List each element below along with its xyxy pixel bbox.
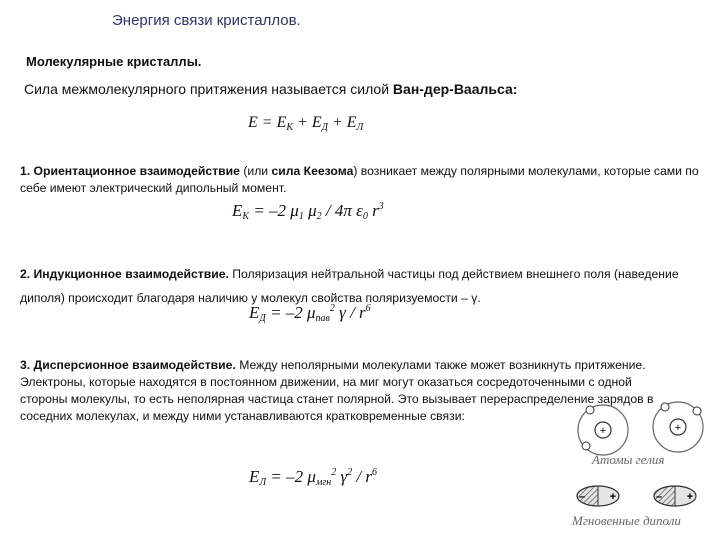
electron bbox=[693, 407, 701, 415]
formula-subscript: Д bbox=[259, 313, 266, 324]
section-heading: 3. Дисперсионное взаимодействие. bbox=[20, 358, 236, 372]
formula-subscript: пав bbox=[315, 313, 330, 324]
dipole-minus: – bbox=[578, 491, 586, 503]
electron bbox=[661, 403, 669, 411]
formula-part: μ bbox=[303, 201, 317, 220]
section-heading: 2. Индукционное взаимодействие. bbox=[20, 267, 229, 281]
formula-part: r bbox=[367, 201, 379, 220]
nucleus-plus: + bbox=[674, 422, 682, 434]
formula-subscript: Л bbox=[356, 122, 364, 133]
formula-subscript: K bbox=[286, 122, 294, 133]
dipole-plus: + bbox=[686, 491, 694, 503]
formula-superscript: 2 bbox=[347, 467, 353, 478]
formula-superscript: 2 bbox=[331, 467, 337, 478]
formula-part: = –2 μ bbox=[249, 201, 299, 220]
formula-subscript: 0 bbox=[362, 211, 368, 222]
nucleus-plus: + bbox=[599, 425, 607, 437]
formula-part: = –2 μ bbox=[266, 467, 316, 486]
intro-plain: Сила межмолекулярного притяжения называется силой bbox=[24, 81, 393, 97]
formula-subscript: 1 bbox=[298, 211, 304, 222]
formula-part: E bbox=[232, 201, 243, 220]
formula-part: = –2 μ bbox=[265, 303, 316, 322]
dipole-plus: + bbox=[609, 491, 617, 503]
helium-atom-left bbox=[578, 405, 628, 455]
formula-subscript: Д bbox=[321, 122, 328, 133]
formula-subscript: K bbox=[242, 211, 250, 222]
dipole-minus: – bbox=[655, 491, 663, 503]
section-text: (или bbox=[239, 164, 272, 178]
helium-atom-right bbox=[653, 402, 703, 452]
formula-part: E bbox=[249, 303, 260, 322]
formula-subscript: Л bbox=[259, 477, 267, 488]
formula-part: E bbox=[249, 467, 260, 486]
instant-dipole-right bbox=[654, 486, 696, 506]
section-text: ) возникает между полярными молекулами, которые сами по себе имеют электрический дипольный момент. bbox=[20, 164, 699, 195]
formula-part: + E bbox=[327, 114, 357, 131]
electron bbox=[582, 442, 590, 450]
section-text: Поляризация нейтральной частицы под действием внешнего поля (наведение диполя) происходит благодаря наличию у молекул свойства поляризуемости – γ. bbox=[20, 267, 679, 305]
formula-subscript: 2 bbox=[316, 211, 322, 222]
formula-superscript: 6 bbox=[371, 467, 377, 478]
caption-helium-atoms: Атомы гелия bbox=[592, 452, 665, 467]
section-subtitle: Молекулярные кристаллы. bbox=[26, 54, 202, 69]
formula-part: γ bbox=[336, 467, 348, 486]
formula-superscript: 3 bbox=[378, 201, 384, 212]
instant-dipole-left bbox=[577, 486, 619, 506]
formula-part: E = E bbox=[248, 114, 287, 131]
section-bold-term: сила Кеезома bbox=[271, 164, 354, 178]
formula-superscript: 6 bbox=[365, 303, 371, 314]
caption-instant-dipoles: Мгновенные диполи bbox=[572, 513, 681, 528]
section-heading: 1. Ориентационное взаимодействие bbox=[20, 164, 240, 178]
formula-superscript: 2 bbox=[329, 303, 335, 314]
section-text: Между неполярными молекулами также может возникнуть притяжение. Электроны, которые находятся в постоянном движении, на миг могут оказаться сосредоточенными с одной стороны молекулы, то есть неполярная частица станет полярной. Это вызывает перераспределение зарядов в соседних молекулах, и между ними устанавливаются кратковременные связи: bbox=[20, 358, 654, 423]
formula-part: γ / r bbox=[334, 303, 366, 322]
formula-part: / r bbox=[352, 467, 372, 486]
intro-bold-term: Ван-дер-Ваальса: bbox=[392, 81, 518, 97]
page-title: Энергия связи кристаллов. bbox=[112, 12, 301, 29]
formula-part: + E bbox=[293, 114, 322, 131]
formula-subscript: мгн bbox=[315, 477, 332, 488]
formula-part: / 4π ε bbox=[321, 201, 363, 220]
electron bbox=[586, 406, 594, 414]
